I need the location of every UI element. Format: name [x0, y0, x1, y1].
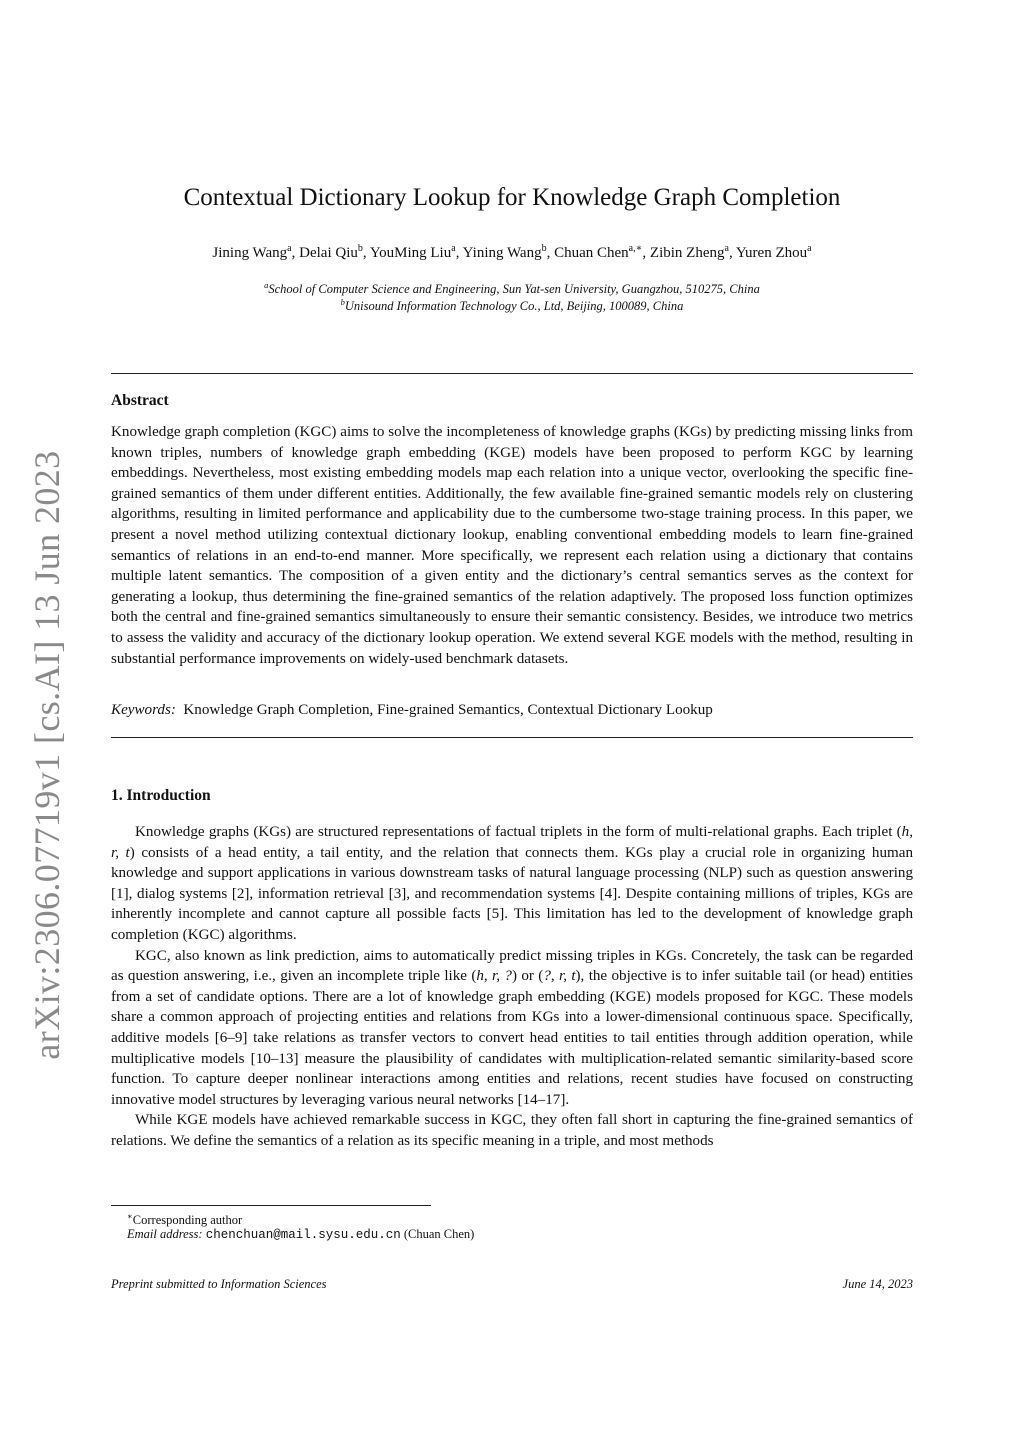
footer-date: June 14, 2023 — [842, 1277, 913, 1291]
affiliation-a: $^a$School of Computer Science and Engineering, Sun Yat-sen University, Guangzhou, 510275, China — [264, 280, 760, 297]
intro-paragraph-3: While KGE models have achieved remarkable success in KGC, they often fall short in capturing the fine-grained semantics of relations. We define the semantics of a relation as its specific meaning in a triple, and most methods — [111, 1112, 913, 1149]
author: Delai Qiu$^b$ — [299, 243, 363, 261]
abstract-bottom-divider — [111, 737, 913, 738]
arxiv-identifier-stamp[interactable]: arXiv:2306.07719v1 [cs.AI] 13 Jun 2023 — [27, 450, 67, 1060]
abstract-top-divider — [111, 373, 913, 374]
introduction-body — [111, 822, 913, 1152]
author: YouMing Liu$^a$ — [369, 243, 456, 261]
author: Chuan Chen$^{a,∗}$ — [554, 243, 643, 261]
keywords-text: Knowledge Graph Completion, Fine-grained Semantics, Contextual Dictionary Lookup — [183, 702, 713, 718]
intro-paragraph-2: KGC, also known as link prediction, aims to automatically predict missing triples in KGs. Concretely, the task can be regarded as question answering, i.e., given an incomplete triple like (h, r, ?) or (?, r, t), the objective is to infer suitable tail (or head) entities from a set of candidate options. There are a lot of knowledge graph embedding (KGE) models proposed for KGC. These models share a common approach of projecting entities and relations from KGs into a lower-dimensional continuous space. Specifically, additive models [6–9] take relations as transfer vectors to convert head entities to tail entities through addition operation, while multiplicative models [10–13] measure the plausibility of candidates with multiplication-related semantic similarity-based score function. To capture deeper nonlinear interactions among entities and relations, recent studies have focused on constructing innovative model structures by leveraging various neural networks [14–17]. — [111, 947, 913, 1108]
affiliation-b: $^b$Unisound Information Technology Co., Ltd, Beijing, 100089, China — [340, 297, 684, 314]
email-link[interactable]: chenchuan@mail.sysu.edu.cn — [205, 1228, 401, 1242]
author: Yining Wang$^b$ — [462, 243, 547, 261]
intro-paragraph-1: Knowledge graphs (KGs) are structured representations of factual triplets in the form of multi-relational graphs. Each triplet (h, r, t) consists of a head entity, a tail entity, and the relation that connects them. KGs play a crucial role in organizing human knowledge and support applications in various downstream tasks of natural language processing (NLP) such as question answering [1], dialog systems [2], information retrieval [3], and recommendation systems [4]. Despite containing millions of triples, KGs are inherently incomplete and cannot capture all possible facts [5]. This limitation has led to the development of knowledge graph completion (KGC) algorithms. — [111, 824, 913, 943]
author: Jining Wang$^a$ — [212, 243, 292, 261]
keywords-line — [111, 702, 913, 719]
introduction-heading: 1. Introduction — [111, 787, 211, 804]
author-list: Jining Wang$^a$, Delai Qiu$^b$, YouMing Liu$^a$, Yining Wang$^b$, Chuan Chen$^{a,∗}$, Zibin Zheng$^a$, Yuren Zhou$^a$ — [212, 243, 812, 261]
abstract-heading: Abstract — [111, 392, 169, 409]
paper-title: Contextual Dictionary Lookup for Knowledge Graph Completion — [183, 184, 841, 211]
abstract-body: Knowledge graph completion (KGC) aims to solve the incompleteness of knowledge graphs (KGs) by predicting missing links from known triples, numbers of knowledge graph embedding (KGE) models have been proposed to perform KGC by learning embeddings. Nevertheless, most existing embedding models map each relation into a unique vector, overlooking the specific fine-grained semantics of them under different entities. Additionally, the few available fine-grained semantic models rely on clustering algorithms, resulting in limited performance and applicability due to the cumbersome two-stage training process. In this paper, we present a novel method utilizing contextual dictionary lookup, enabling conventional embedding models to learn fine-grained semantics of relations in an end-to-end manner. More specifically, we represent each relation using a dictionary that contains multiple latent semantics. The composition of a given entity and the dictionary’s central semantics serves as the context for generating a lookup, thus determining the fine-grained semantics of the relation adaptively. The proposed loss function optimizes both the central and fine-grained semantics simultaneously to ensure their semantic consistency. Besides, we introduce two metrics to assess the validity and accuracy of the dictionary lookup operation. We extend several KGE models with the method, resulting in substantial performance improvements on widely-used benchmark datasets. — [111, 424, 913, 667]
email-footnote: Email address: chenchuan@mail.sysu.edu.cn (Chuan Chen) — [127, 1227, 475, 1242]
author: Yuren Zhou$^a$ — [735, 243, 812, 261]
keywords-label: Keywords: — [111, 702, 176, 718]
author: Zibin Zheng$^a$ — [649, 243, 729, 261]
footer-preprint-note: Preprint submitted to Information Sciences — [111, 1277, 327, 1291]
corresponding-author-footnote: ∗Corresponding author — [127, 1211, 243, 1228]
footnote-divider — [111, 1205, 431, 1206]
